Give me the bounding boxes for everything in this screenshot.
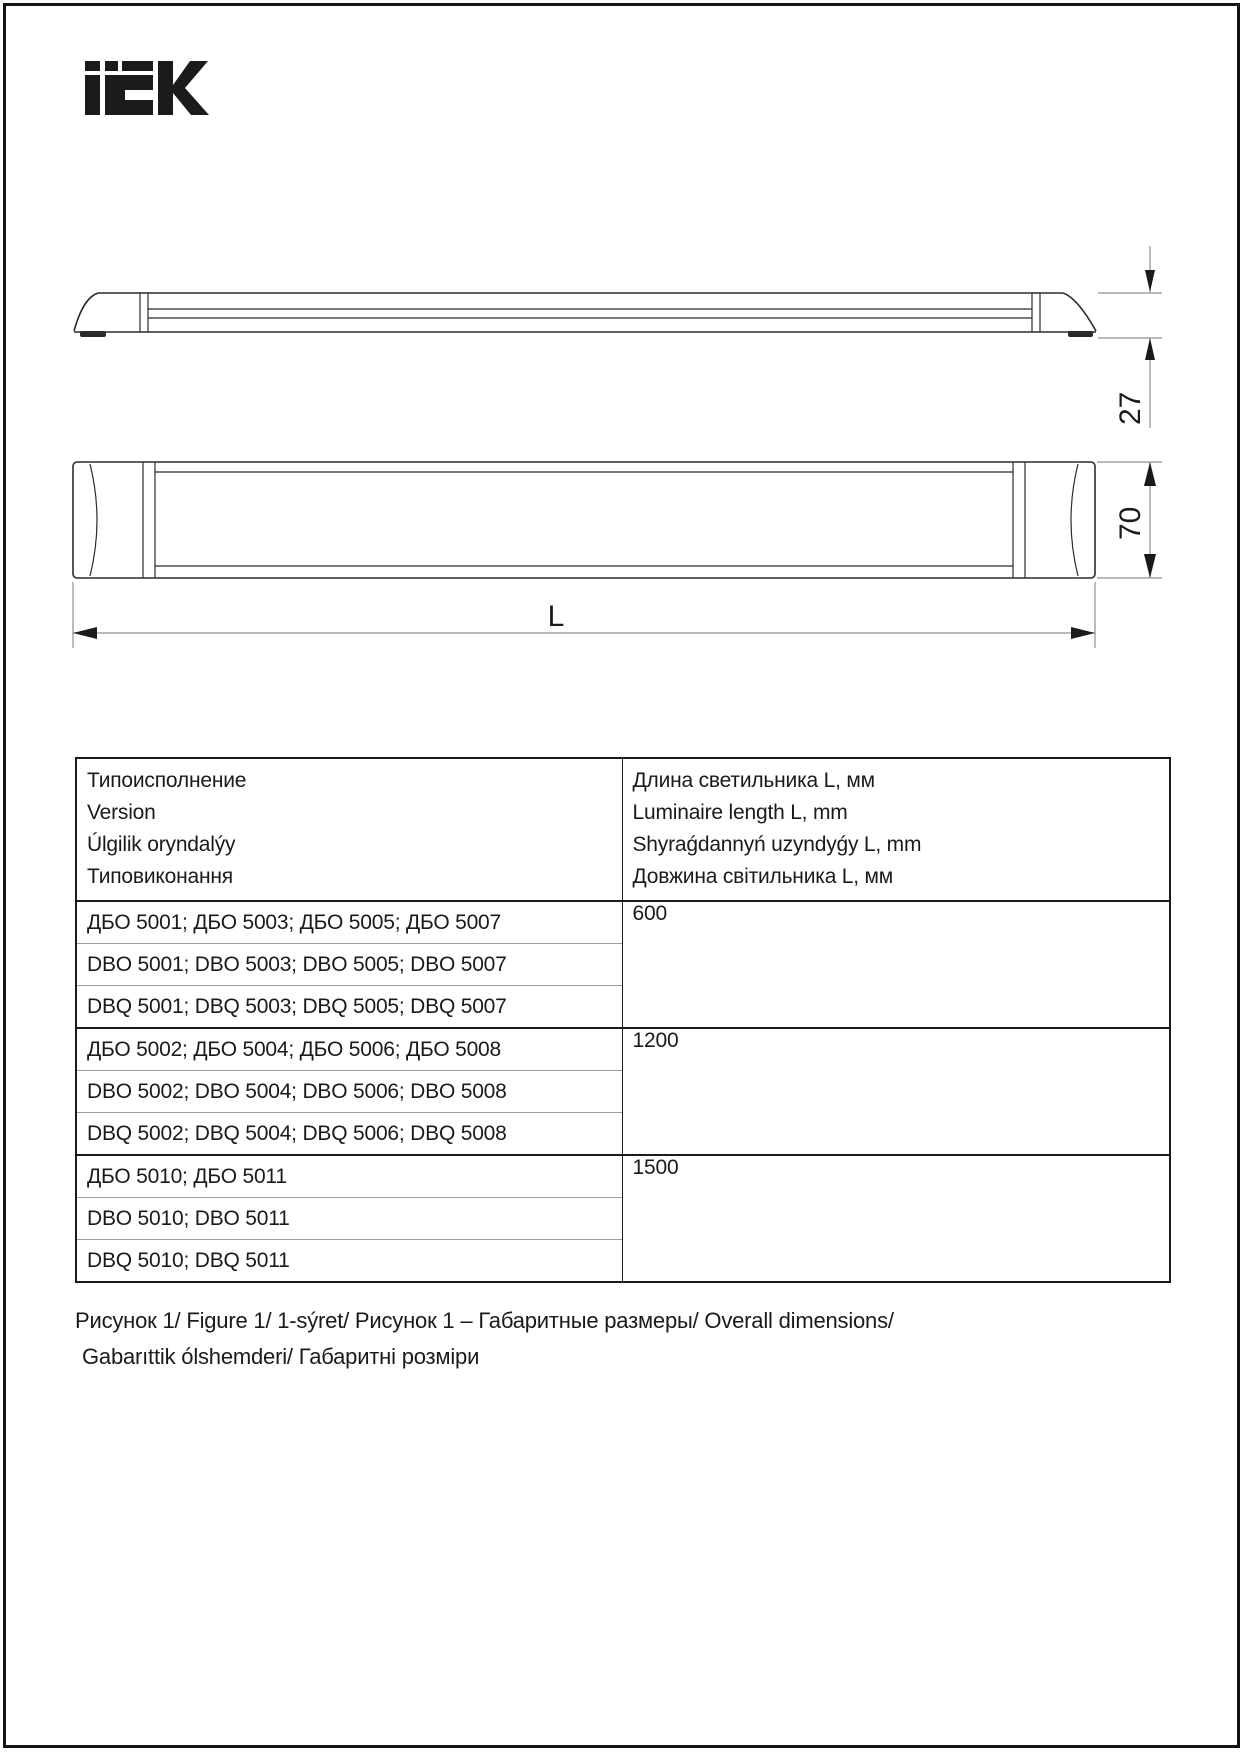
model-cell: DBO 5002; DBO 5004; DBO 5006; DBO 5008: [76, 1071, 622, 1113]
arrow-left-icon: [73, 627, 97, 639]
front-right-diffuser-curve: [1071, 464, 1078, 576]
model-cell: ДБО 5001; ДБО 5003; ДБО 5005; ДБО 5007: [76, 901, 622, 944]
table-row: [76, 1155, 1170, 1198]
header-line: Довжина світильника L, мм: [632, 865, 894, 888]
dim-L: [73, 582, 1095, 648]
header-version-cell: [76, 758, 622, 901]
model-cell: DBO 5001; DBO 5003; DBO 5005; DBO 5007: [76, 944, 622, 986]
caption-line-1: Рисунок 1/ Figure 1/ 1-sýret/ Рисунок 1 – Габаритные размеры/ Overall dimensions/: [75, 1308, 894, 1333]
side-right-cap: [1063, 293, 1096, 331]
dim-27-label: 27: [1114, 391, 1147, 425]
header-line: Длина светильника L, мм: [632, 769, 875, 792]
arrow-down-icon: [1145, 270, 1155, 292]
header-line: Úlgilik oryndalýy: [87, 833, 236, 856]
model-cell: ДБО 5010; ДБО 5011: [76, 1155, 622, 1198]
model-cell: DBQ 5001; DBQ 5003; DBQ 5005; DBQ 5007: [76, 986, 622, 1029]
header-line: Shyraǵdannyń uzyndyǵy L, mm: [632, 833, 922, 856]
side-view: [74, 293, 1096, 332]
dim-70-label: 70: [1114, 506, 1147, 540]
model-cell: DBO 5010; DBO 5011: [76, 1198, 622, 1240]
length-value-cell: 1500: [622, 1155, 1170, 1282]
arrow-up-icon: [1144, 462, 1156, 486]
arrow-down-icon: [1144, 554, 1156, 578]
side-left-cap: [74, 293, 98, 331]
model-cell: DBQ 5002; DBQ 5004; DBQ 5006; DBQ 5008: [76, 1113, 622, 1156]
header-line: Luminaire length L, mm: [632, 801, 848, 824]
front-left-diffuser-curve: [90, 464, 97, 576]
dimension-drawing: [0, 0, 1244, 700]
table-row: [76, 1028, 1170, 1071]
arrow-up-icon: [1145, 338, 1155, 360]
dim-27: [1098, 246, 1162, 428]
figure-caption: [75, 1303, 1135, 1375]
caption-line-2: Gabarıttik ólshemderi/ Габаритні розміри: [82, 1344, 480, 1369]
header-line: Типовиконання: [87, 865, 233, 888]
header-length-cell: [622, 758, 1170, 901]
header-line: Version: [87, 801, 156, 824]
front-view: [73, 462, 1095, 578]
table-row: [76, 901, 1170, 944]
dim-70: [1097, 462, 1162, 578]
table-header-row: [76, 758, 1170, 901]
length-value-cell: 1200: [622, 1028, 1170, 1155]
length-value-cell: 600: [622, 901, 1170, 1028]
header-line: Типоисполнение: [87, 769, 247, 792]
dim-L-label: L: [547, 600, 565, 633]
spec-table: [75, 757, 1171, 1283]
arrow-right-icon: [1071, 627, 1095, 639]
model-cell: DBQ 5010; DBQ 5011: [76, 1240, 622, 1283]
model-cell: ДБО 5002; ДБО 5004; ДБО 5006; ДБО 5008: [76, 1028, 622, 1071]
